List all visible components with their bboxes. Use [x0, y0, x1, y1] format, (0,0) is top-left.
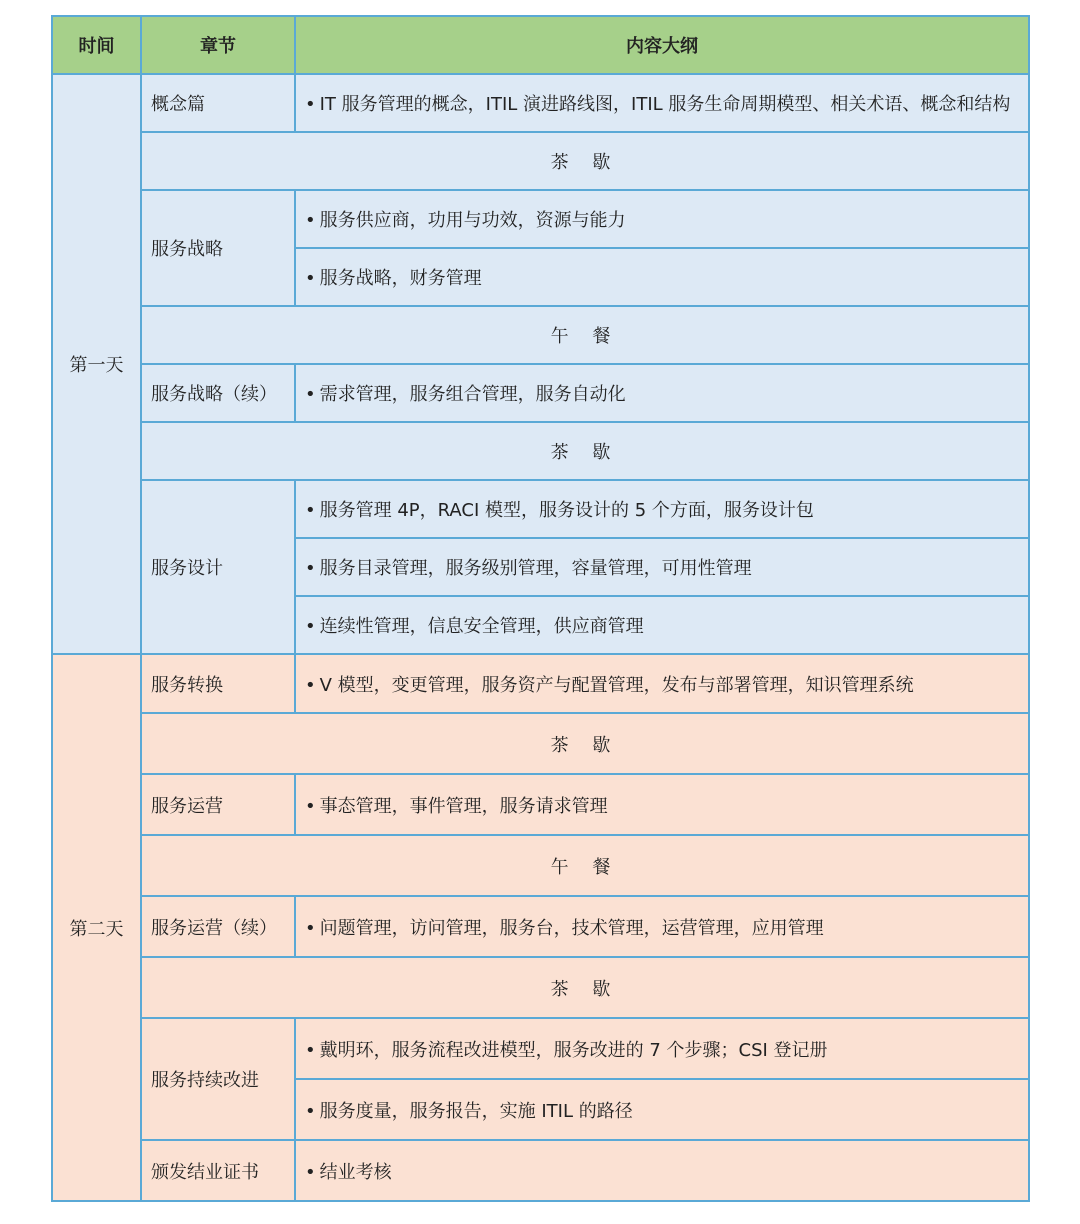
- chapter-cell: 服务运营: [141, 774, 295, 835]
- bullet-icon: •: [305, 1100, 316, 1122]
- header-outline: 内容大纲: [295, 16, 1029, 74]
- table-row: [52, 1140, 1029, 1201]
- outline-item: • 需求管理，服务组合管理，服务自动化: [295, 364, 1029, 422]
- outline-item: • 服务目录管理，服务级别管理，容量管理，可用性管理: [295, 538, 1029, 596]
- table-row: [52, 364, 1029, 422]
- chapter-cell: 服务设计: [141, 480, 295, 654]
- break-row: [52, 132, 1029, 190]
- outline-item: • 服务供应商，功用与功效，资源与能力: [295, 190, 1029, 248]
- table-row: [52, 774, 1029, 835]
- bullet-icon: •: [305, 1039, 316, 1061]
- header-row: [52, 16, 1029, 74]
- outline-item: • 结业考核: [295, 1140, 1029, 1201]
- break-row: [52, 835, 1029, 896]
- lunch-break: 午 餐: [141, 835, 1029, 896]
- bullet-icon: •: [305, 210, 316, 231]
- table-row: [52, 74, 1029, 132]
- break-row: [52, 306, 1029, 364]
- header-time: 时间: [52, 16, 141, 74]
- table-row: [52, 896, 1029, 957]
- bullet-icon: •: [305, 674, 316, 696]
- tea-break: 茶 歇: [141, 713, 1029, 774]
- chapter-cell: 服务运营（续）: [141, 896, 295, 957]
- outline-item: • 戴明环，服务流程改进模型，服务改进的 7 个步骤；CSI 登记册: [295, 1018, 1029, 1079]
- table-row: [52, 190, 1029, 248]
- bullet-icon: •: [305, 384, 316, 405]
- chapter-cell: 颁发结业证书: [141, 1140, 295, 1201]
- chapter-cell: 服务战略（续）: [141, 364, 295, 422]
- chapter-cell: 概念篇: [141, 74, 295, 132]
- bullet-icon: •: [305, 94, 316, 115]
- table-row: [52, 1018, 1029, 1079]
- bullet-icon: •: [305, 500, 316, 521]
- tea-break: 茶 歇: [141, 957, 1029, 1018]
- table-row: [52, 654, 1029, 713]
- course-schedule-table: [51, 15, 1030, 1202]
- bullet-icon: •: [305, 795, 316, 817]
- outline-item: • 服务管理 4P，RACI 模型，服务设计的 5 个方面，服务设计包: [295, 480, 1029, 538]
- outline-item: • 连续性管理，信息安全管理，供应商管理: [295, 596, 1029, 654]
- outline-item: • 服务度量，服务报告，实施 ITIL 的路径: [295, 1079, 1029, 1140]
- day-label-2: 第二天: [52, 654, 141, 1201]
- outline-item: • 事态管理，事件管理，服务请求管理: [295, 774, 1029, 835]
- chapter-cell: 服务持续改进: [141, 1018, 295, 1140]
- bullet-icon: •: [305, 616, 316, 637]
- header-chapter: 章节: [141, 16, 295, 74]
- table-row: [52, 480, 1029, 538]
- lunch-break: 午 餐: [141, 306, 1029, 364]
- break-row: [52, 422, 1029, 480]
- tea-break: 茶 歇: [141, 422, 1029, 480]
- bullet-icon: •: [305, 917, 316, 939]
- bullet-icon: •: [305, 558, 316, 579]
- break-row: [52, 957, 1029, 1018]
- bullet-icon: •: [305, 1161, 316, 1183]
- outline-item: • V 模型，变更管理，服务资产与配置管理，发布与部署管理，知识管理系统: [295, 654, 1029, 713]
- bullet-icon: •: [305, 268, 316, 289]
- break-row: [52, 713, 1029, 774]
- day-label-1: 第一天: [52, 74, 141, 654]
- outline-item: • 问题管理，访问管理，服务台，技术管理，运营管理，应用管理: [295, 896, 1029, 957]
- outline-item: • 服务战略，财务管理: [295, 248, 1029, 306]
- chapter-cell: 服务转换: [141, 654, 295, 713]
- chapter-cell: 服务战略: [141, 190, 295, 306]
- outline-item: • IT 服务管理的概念，ITIL 演进路线图，ITIL 服务生命周期模型、相关术语、概念和结构: [295, 74, 1029, 132]
- tea-break: 茶 歇: [141, 132, 1029, 190]
